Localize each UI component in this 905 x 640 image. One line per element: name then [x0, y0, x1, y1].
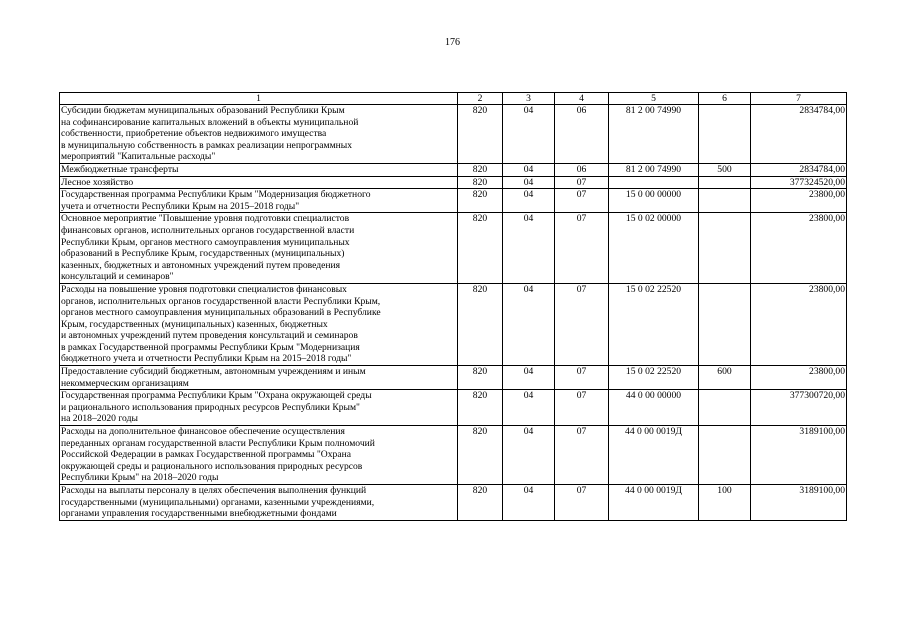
- table-row: [60, 426, 847, 485]
- table-row: [60, 366, 847, 390]
- row-name: Межбюджетные трансферты: [60, 163, 458, 176]
- budget-table: [59, 92, 847, 521]
- row-subsection-code: 07: [555, 189, 609, 213]
- row-subsection-code: 07: [555, 213, 609, 284]
- column-header-2: 2: [458, 93, 503, 105]
- row-subsection-code: 06: [555, 105, 609, 164]
- column-header-3: 3: [503, 93, 555, 105]
- row-expense-type: [699, 390, 751, 426]
- row-section-code: 04: [503, 390, 555, 426]
- row-subsection-code: 07: [555, 283, 609, 365]
- row-name: Лесное хозяйство: [60, 176, 458, 189]
- row-ministry-code: 820: [458, 366, 503, 390]
- table-row: [60, 390, 847, 426]
- row-ministry-code: 820: [458, 283, 503, 365]
- row-name: Основное мероприятие "Повышение уровня подготовки специалистов финансовых органов, исполнительных органов государственной власти Республики Крым, органов местного самоуправления муниципальных образований в Республике Крым, государственных (муниципальных) казенных, бюджетных и автономных учреждений путем проведения консультаций и семинаров": [60, 213, 458, 284]
- row-target-article: 44 0 00 0019Д: [609, 485, 699, 521]
- row-amount: 23800,00: [751, 189, 847, 213]
- row-ministry-code: 820: [458, 390, 503, 426]
- column-header-5: 5: [609, 93, 699, 105]
- row-subsection-code: 07: [555, 426, 609, 485]
- row-target-article: [609, 176, 699, 189]
- row-amount: 23800,00: [751, 366, 847, 390]
- row-name: Государственная программа Республики Крым "Модернизация бюджетного учета и отчетности Республики Крым на 2015–2018 годы": [60, 189, 458, 213]
- row-expense-type: 600: [699, 366, 751, 390]
- row-subsection-code: 06: [555, 163, 609, 176]
- row-name: Расходы на выплаты персоналу в целях обеспечения выполнения функций государственными (муниципальными) органами, казенными учреждениями, органами управления государственными внебюджетными фондами: [60, 485, 458, 521]
- row-section-code: 04: [503, 426, 555, 485]
- row-amount: 3189100,00: [751, 485, 847, 521]
- row-name: Расходы на повышение уровня подготовки специалистов финансовых органов, исполнительных органов государственной власти Республики Крым, органов местного самоуправления муниципальных образований в Республике Крым, государственных (муниципальных) казенных, бюджетных и автономных учреждений путем проведения консультаций и семинаров в рамках Государственной программы Республики Крым "Модернизация бюджетного учета и отчетности Республики Крым на 2015–2018 годы": [60, 283, 458, 365]
- row-expense-type: [699, 283, 751, 365]
- row-amount: 23800,00: [751, 283, 847, 365]
- row-amount: 3189100,00: [751, 426, 847, 485]
- table-row: [60, 163, 847, 176]
- row-ministry-code: 820: [458, 105, 503, 164]
- row-name: Субсидии бюджетам муниципальных образований Республики Крым на софинансирование капитальных вложений в объекты муниципальной собственности, приобретение объектов недвижимого имущества в муниципальную собственность в рамках реализации непрограммных мероприятий "Капитальные расходы": [60, 105, 458, 164]
- row-section-code: 04: [503, 176, 555, 189]
- row-section-code: 04: [503, 366, 555, 390]
- row-target-article: 15 0 02 22520: [609, 366, 699, 390]
- row-ministry-code: 820: [458, 163, 503, 176]
- table-row: [60, 213, 847, 284]
- row-expense-type: [699, 426, 751, 485]
- row-section-code: 04: [503, 189, 555, 213]
- row-amount: 377324520,00: [751, 176, 847, 189]
- row-ministry-code: 820: [458, 189, 503, 213]
- table-row: [60, 283, 847, 365]
- row-amount: 2834784,00: [751, 105, 847, 164]
- page-number: 176: [445, 37, 460, 48]
- row-name: Предоставление субсидий бюджетным, автономным учреждениям и иным некоммерческим организациям: [60, 366, 458, 390]
- row-subsection-code: 07: [555, 485, 609, 521]
- row-section-code: 04: [503, 485, 555, 521]
- table-row: [60, 189, 847, 213]
- row-ministry-code: 820: [458, 426, 503, 485]
- row-section-code: 04: [503, 163, 555, 176]
- row-target-article: 15 0 02 22520: [609, 283, 699, 365]
- row-ministry-code: 820: [458, 176, 503, 189]
- row-subsection-code: 07: [555, 390, 609, 426]
- row-expense-type: [699, 105, 751, 164]
- row-section-code: 04: [503, 213, 555, 284]
- row-amount: 2834784,00: [751, 163, 847, 176]
- row-ministry-code: 820: [458, 213, 503, 284]
- column-header-6: 6: [699, 93, 751, 105]
- row-name: Расходы на дополнительное финансовое обеспечение осуществления переданных органам государственной власти Республики Крым полномочий Российской Федерации в рамках Государственной программы "Охрана окружающей среды и рационального использования природных ресурсов Республики Крым" на 2018–2020 годы: [60, 426, 458, 485]
- row-target-article: 44 0 00 0019Д: [609, 426, 699, 485]
- row-target-article: 81 2 00 74990: [609, 163, 699, 176]
- column-header-4: 4: [555, 93, 609, 105]
- row-name: Государственная программа Республики Крым "Охрана окружающей среды и рационального использования природных ресурсов Республики Крым" на 2018–2020 годы: [60, 390, 458, 426]
- header-row: [60, 93, 847, 105]
- row-amount: 377300720,00: [751, 390, 847, 426]
- table-row: [60, 105, 847, 164]
- column-header-1: 1: [60, 93, 458, 105]
- row-target-article: 81 2 00 74990: [609, 105, 699, 164]
- row-expense-type: 100: [699, 485, 751, 521]
- row-ministry-code: 820: [458, 485, 503, 521]
- row-expense-type: [699, 176, 751, 189]
- row-expense-type: [699, 189, 751, 213]
- row-section-code: 04: [503, 283, 555, 365]
- row-target-article: 44 0 00 00000: [609, 390, 699, 426]
- row-amount: 23800,00: [751, 213, 847, 284]
- row-expense-type: 500: [699, 163, 751, 176]
- table-row: [60, 485, 847, 521]
- row-subsection-code: 07: [555, 176, 609, 189]
- row-section-code: 04: [503, 105, 555, 164]
- row-target-article: 15 0 02 00000: [609, 213, 699, 284]
- row-expense-type: [699, 213, 751, 284]
- row-subsection-code: 07: [555, 366, 609, 390]
- table-row: [60, 176, 847, 189]
- column-header-7: 7: [751, 93, 847, 105]
- row-target-article: 15 0 00 00000: [609, 189, 699, 213]
